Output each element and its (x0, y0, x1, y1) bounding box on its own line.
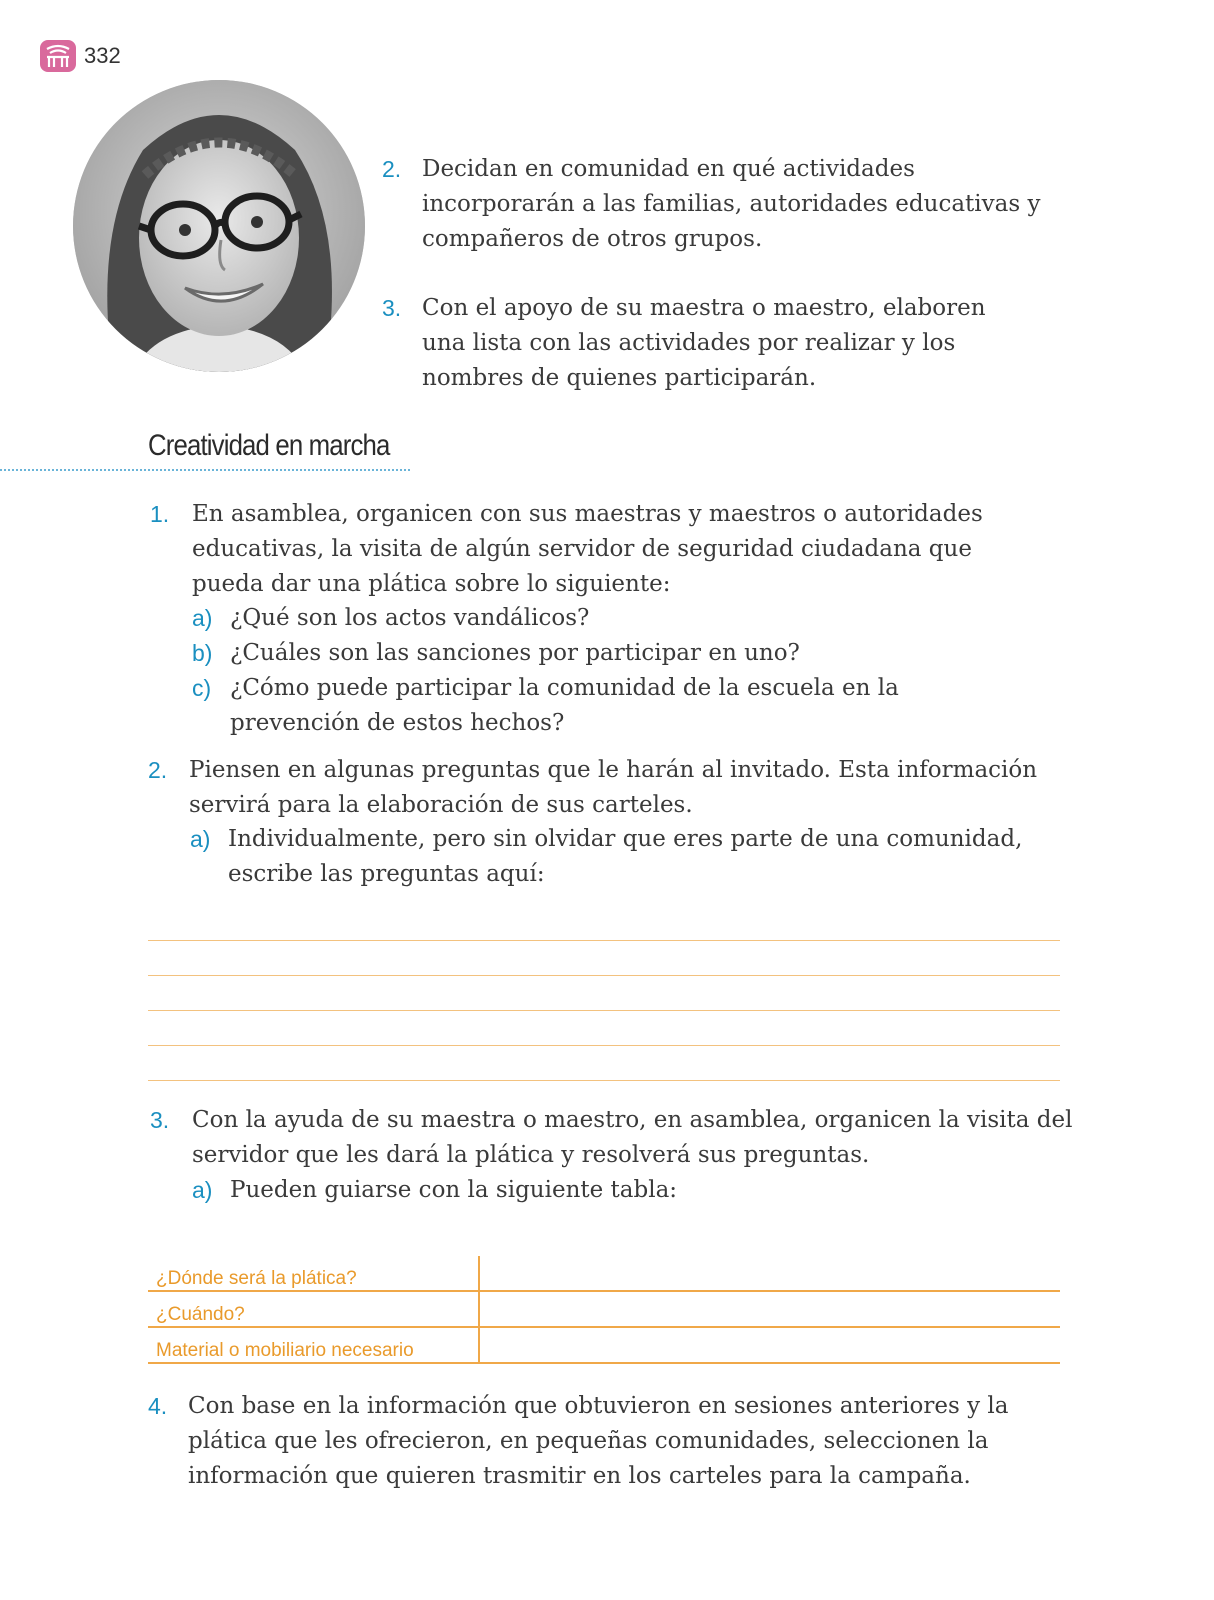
section-title: Creatividad en marcha (148, 429, 390, 462)
section-step-3 (150, 1103, 1085, 1173)
step-text: Piensen en algunas preguntas que le harán al invitado. Esta información servirá para la elaboración de sus carteles. (189, 757, 1038, 818)
table-label: ¿Dónde será la plática? (148, 1256, 479, 1291)
table-row (148, 1291, 1060, 1327)
writing-line-1[interactable] (148, 940, 1060, 941)
table-answer-cell[interactable] (479, 1327, 1060, 1363)
sub-letter: a) (192, 605, 213, 631)
sub-text: Pueden guiarse con la siguiente tabla: (230, 1177, 678, 1203)
writing-line-3[interactable] (148, 1010, 1060, 1011)
writing-line-2[interactable] (148, 975, 1060, 976)
sub-letter: a) (190, 826, 211, 852)
step-text: Con la ayuda de su maestra o maestro, en asamblea, organicen la visita del servidor que les dará la plática y resolverá sus preguntas. (192, 1107, 1073, 1168)
section-step-1-b (192, 636, 972, 671)
step-text: Decidan en comunidad en qué actividades incorporarán a las familias, autoridades educativas y compañeros de otros grupos. (422, 156, 1041, 252)
step-text: En asamblea, organicen con sus maestras y maestros o autoridades educativas, la visita de algún servidor de seguridad ciudadana que pueda dar una plática sobre lo siguiente: (192, 501, 983, 597)
step-text: Con base en la información que obtuvieron en sesiones anteriores y la plática que les ofrecieron, en pequeñas comunidades, seleccionen la información que quieren trasmitir en los carteles para la campaña. (188, 1393, 1009, 1489)
step-number: 3. (382, 295, 402, 321)
table-label: Material o mobiliario necesario (148, 1327, 479, 1363)
section-step-1 (150, 497, 990, 602)
section-step-1-c (192, 671, 972, 741)
step-text: Con el apoyo de su maestra o maestro, elaboren una lista con las actividades por realizar y los nombres de quienes participarán. (422, 295, 986, 391)
table-row (148, 1256, 1060, 1291)
step-number: 1. (150, 501, 170, 527)
student-portrait-photo (73, 80, 365, 372)
visit-planning-table (148, 1256, 1060, 1364)
sub-letter: c) (192, 675, 212, 701)
table-answer-cell[interactable] (479, 1256, 1060, 1291)
top-step-2 (382, 152, 1062, 257)
sub-text: ¿Cuáles son las sanciones por participar en uno? (230, 640, 800, 666)
table-label: ¿Cuándo? (148, 1291, 479, 1327)
sub-text: Individualmente, pero sin olvidar que eres parte de una comunidad, escribe las preguntas aquí: (228, 826, 1023, 887)
section-divider (0, 469, 410, 471)
section-step-3-a (192, 1173, 1052, 1208)
step-number: 2. (148, 757, 168, 783)
step-number: 4. (148, 1393, 168, 1419)
decorative-glyph-icon (40, 40, 76, 72)
writing-line-4[interactable] (148, 1045, 1060, 1046)
table-row (148, 1327, 1060, 1363)
section-step-1-a (192, 601, 972, 636)
section-step-4 (148, 1389, 1053, 1494)
page-number: 332 (84, 43, 121, 68)
writing-line-5[interactable] (148, 1080, 1060, 1081)
table-answer-cell[interactable] (479, 1291, 1060, 1327)
step-number: 3. (150, 1107, 170, 1133)
step-number: 2. (382, 156, 402, 182)
sub-letter: a) (192, 1177, 213, 1203)
top-step-3 (382, 291, 1002, 396)
sub-letter: b) (192, 640, 213, 666)
section-step-2-a (190, 822, 1060, 892)
section-step-2 (148, 753, 1083, 823)
sub-text: ¿Qué son los actos vandálicos? (230, 605, 590, 631)
sub-text: ¿Cómo puede participar la comunidad de la escuela en la prevención de estos hechos? (230, 675, 899, 736)
